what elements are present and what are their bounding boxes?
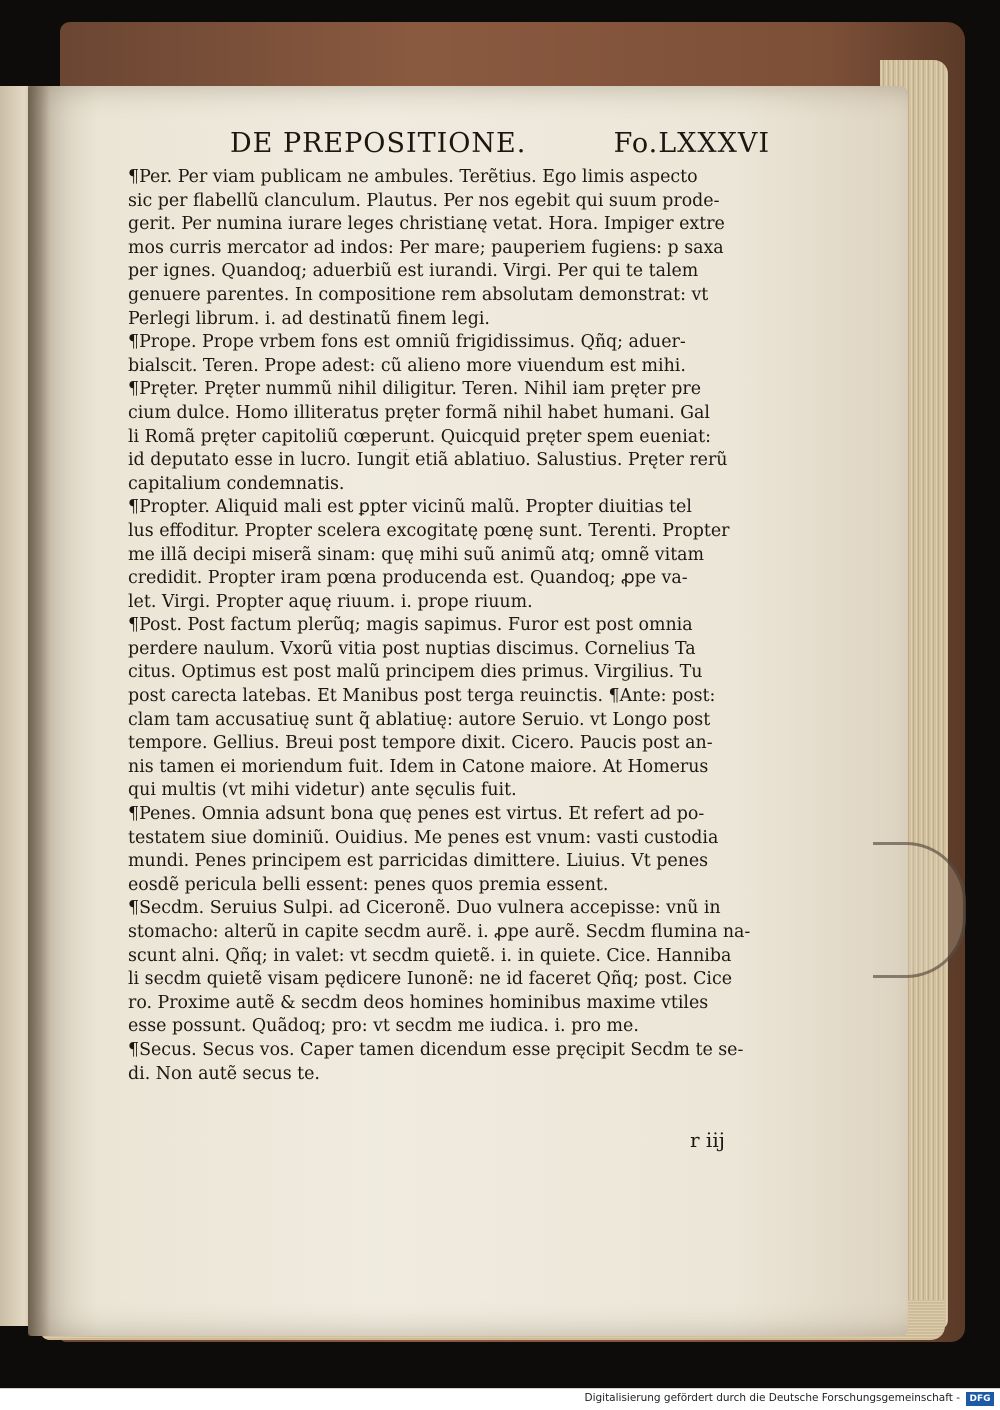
- text-line: esse possunt. Quãdoq; pro: vt secdm me iudica. i. pro me.: [128, 1016, 639, 1037]
- text-line: post carecta latebas. Et Manibus post terga reuinctis. ¶Ante: post:: [128, 686, 716, 707]
- text-line: gerit. Per numina iurare leges christianę vetat. Hora. Impiger extre: [128, 214, 725, 235]
- text-line: ¶Propter. Aliquid mali est ꝑpter vicinũ malũ. Propter diuitias tel: [128, 497, 692, 518]
- text-line: qui multis (vt mihi videtur) ante sęculis fuit.: [128, 780, 517, 801]
- text-line: ro. Proxime autẽ & secdm deos homines hominibus maxime vtiles: [128, 992, 709, 1013]
- text-line: di. Non autẽ secus te.: [128, 1063, 320, 1084]
- text-line: tempore. Gellius. Breui post tempore dixit. Cicero. Paucis post an-: [128, 733, 713, 754]
- text-line: ¶Per. Per viam publicam ne ambules. Terẽtius. Ego limis aspecto: [128, 167, 698, 187]
- text-line: capitalium condemnatis.: [128, 473, 345, 494]
- text-line: scunt alni. Qñq; in valet: vt secdm quietẽ. i. in quiete. Cice. Hanniba: [128, 945, 732, 966]
- text-line: per ignes. Quandoq; aduerbiũ est iurandi. Virgi. Per qui te talem: [128, 261, 699, 282]
- text-line: ¶Pręter. Pręter nummũ nihil diligitur. Teren. Nihil iam pręter pre: [128, 379, 701, 400]
- text-line: credidit. Propter iram pœna producenda est. Quandoq; ꝓpe va-: [128, 568, 688, 589]
- dfg-logo: DFG: [966, 1392, 994, 1406]
- text-line: mundi. Penes principem est parricidas dimittere. Liuius. Vt penes: [128, 851, 709, 872]
- text-line: eosdẽ pericula belli essent: penes quos premia essent.: [128, 874, 609, 895]
- signature-mark: r iij: [690, 1128, 725, 1152]
- text-line: citus. Optimus est post malũ principem dies primus. Virgilius. Tu: [128, 662, 703, 683]
- text-line: bialscit. Teren. Prope adest: cũ alieno more viuendum est mihi.: [128, 355, 686, 376]
- text-line: me illã decipi miserã sinam: quę mihi suũ animũ atq; omnẽ vitam: [128, 544, 705, 565]
- text-line: lus effoditur. Propter scelera excogitatę pœnę sunt. Terenti. Propter: [128, 520, 730, 541]
- text-line: ¶Secus. Secus vos. Caper tamen dicendum esse pręcipit Secdm te se-: [128, 1039, 744, 1060]
- text-line: stomacho: alterũ in capite secdm aurẽ. i. ꝓpe aurẽ. Secdm flumina na-: [128, 922, 751, 942]
- footer-bar: [0, 1388, 1000, 1410]
- header-title: DE PREPOSITIONE.: [230, 128, 527, 159]
- text-line: ¶Prope. Prope vrbem fons est omniũ frigidissimus. Qñq; aduer-: [128, 332, 686, 353]
- text-line: sic per flabellũ clanculum. Plautus. Per nos egebit qui suum prode-: [128, 190, 720, 211]
- text-line: let. Virgi. Propter aquę riuum. i. prope riuum.: [128, 591, 533, 612]
- text-line: clam tam accusatiuę sunt q̃ ablatiuę: autore Seruio. vt Longo post: [128, 709, 711, 730]
- text-line: nis tamen ei moriendum fuit. Idem in Catone maiore. At Homerus: [128, 756, 709, 777]
- body-text: [128, 166, 773, 1086]
- text-line: ¶Secdm. Seruius Sulpi. ad Ciceronẽ. Duo vulnera accepisse: vnũ in: [128, 898, 721, 919]
- text-line: perdere naulum. Vxorũ vitia post nuptias discimus. Cornelius Ta: [128, 638, 696, 659]
- text-line: id deputato esse in lucro. Iungit̃ etiã ablatiuo. Salustius. Pręter rerũ: [128, 450, 728, 471]
- text-line: li secdm quietẽ visam pędicere Iunonẽ: ne id faceret Qñq; post. Cice: [128, 969, 733, 990]
- text-line: genuere parentes. In compositione rem absolutam demonstrat: vt: [128, 284, 709, 305]
- text-line: mos curris mercator ad indos: Per mare; pauperiem fugiens: p saxa: [128, 237, 724, 258]
- text-line: cium dulce. Homo illiteratus pręter formã nihil habet humani. Gal: [128, 402, 710, 423]
- text-line: li Romã pręter capitoliũ cœperunt. Quicquid pręter spem eueniat:: [128, 426, 711, 447]
- folio-number: Fo.LXXXVI: [613, 128, 770, 159]
- running-header: [230, 128, 770, 168]
- text-line: ¶Penes. Omnia adsunt bona quę penes est virtus. Et refert ad po-: [128, 804, 705, 825]
- footer-credit: Digitalisierung gefördert durch die Deutsche Forschungsgemeinschaft -: [584, 1392, 960, 1404]
- page-gutter-shadow: [28, 86, 50, 1336]
- text-line: testatem siue dominiũ. Ouidius. Me penes est vnum: vasti custodia: [128, 827, 719, 848]
- text-line: Perlegi librum. i. ad destinatũ finem legi.: [128, 308, 490, 329]
- text-line: ¶Post. Post factum plerũq; magis sapimus. Furor est post omnia: [128, 615, 693, 636]
